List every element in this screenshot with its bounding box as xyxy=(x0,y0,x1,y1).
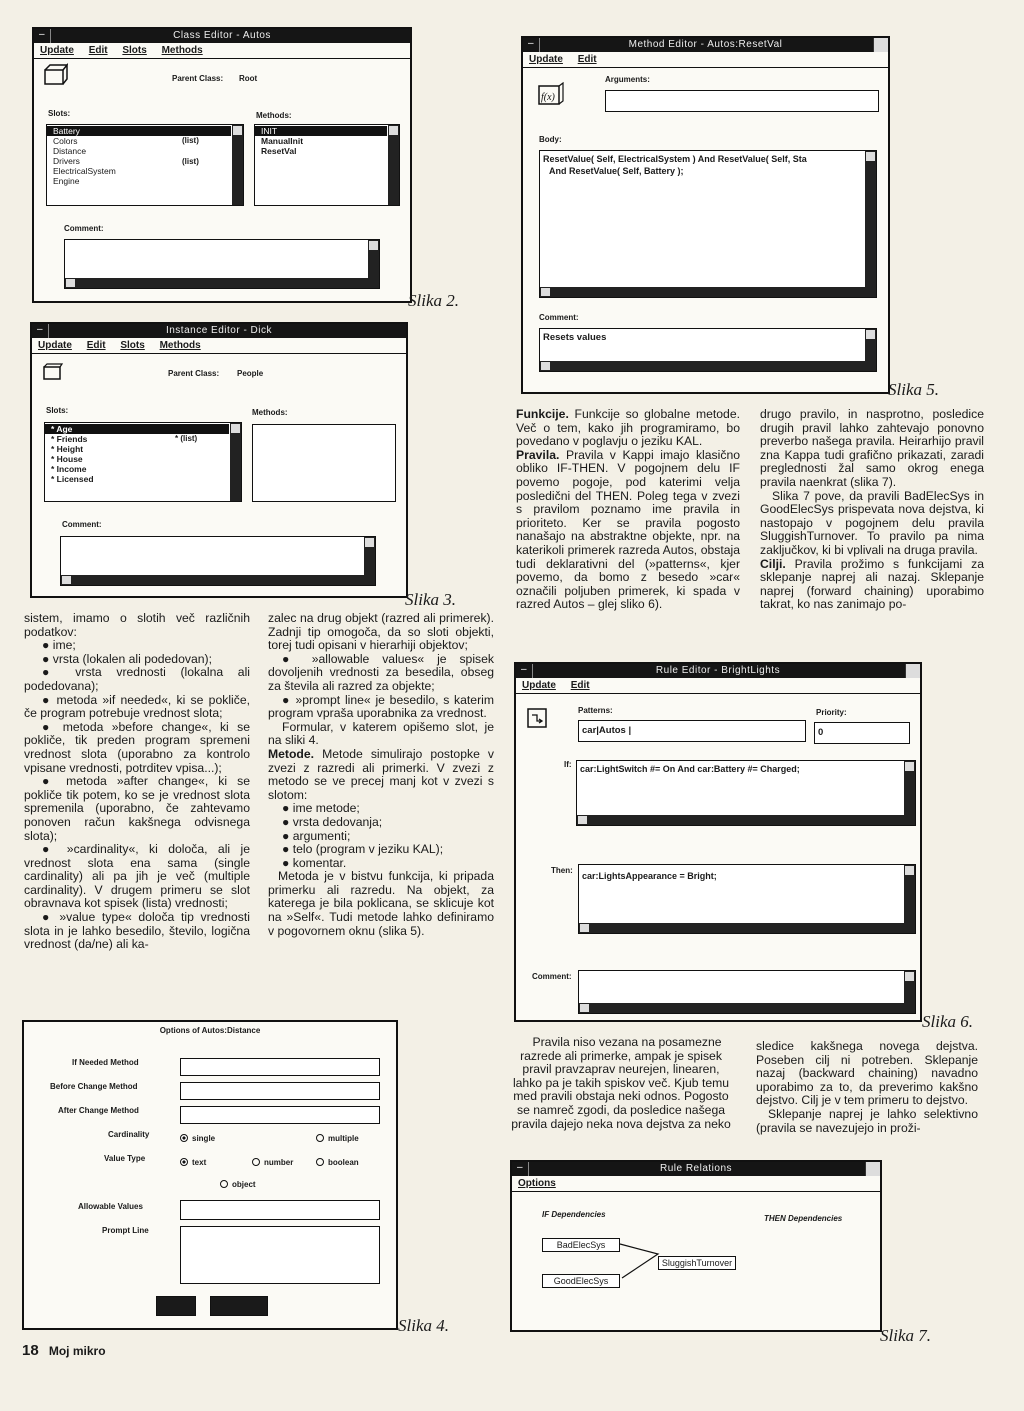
single-radio[interactable]: single xyxy=(180,1134,215,1143)
menu-update[interactable]: Update xyxy=(38,340,72,351)
paragraph: Funkcije. Funkcije so globalne metode. Več o tem, kako jih programiramo, bo povedano v poglavju o jeziku KAL. xyxy=(516,407,740,449)
menu-slots[interactable]: Slots xyxy=(120,340,145,351)
paragraph: drugo pravilo, in nasprotno, posledice drugih pravil lahko zahtevajo ponovno preverbo našega pravila. Heirarhijo pravil zna Kappa tudi grafično prikazati, zaradi preglednosti žal samo okrog enega pravila naenkrat (slika 7). xyxy=(760,407,984,489)
instance-icon xyxy=(42,362,64,382)
number-radio[interactable]: number xyxy=(252,1158,293,1167)
comment-label: Comment: xyxy=(539,313,579,322)
slot-item[interactable]: Drivers xyxy=(53,156,80,166)
bullet-item: ● argumenti; xyxy=(268,830,494,844)
then-value: car:LightsAppearance = Bright; xyxy=(582,871,717,881)
method-editor-menubar xyxy=(523,53,888,68)
bullet-item: ● komentar. xyxy=(268,857,494,871)
comment-vscroll[interactable] xyxy=(904,971,915,1013)
if-label: If: xyxy=(564,760,572,769)
then-hscroll[interactable] xyxy=(579,923,904,933)
cardinality-label: Cardinality xyxy=(108,1130,150,1139)
menu-edit[interactable]: Edit xyxy=(577,54,597,65)
comment-vscroll[interactable] xyxy=(368,240,379,288)
caption-slika-7: Slika 7. xyxy=(880,1326,931,1345)
maximize-button[interactable] xyxy=(865,1162,880,1176)
text-left-column xyxy=(24,612,250,952)
maximize-button[interactable] xyxy=(873,38,888,52)
if-value: car:LightSwitch #= On And car:Battery #= Charged; xyxy=(580,764,800,774)
comment-field[interactable] xyxy=(64,239,380,289)
slot-item[interactable]: * Friends xyxy=(51,434,88,444)
method-item[interactable]: ResetVal xyxy=(261,146,297,156)
slots-items xyxy=(45,424,229,484)
methods-list[interactable] xyxy=(254,124,400,206)
comment-hscroll[interactable] xyxy=(61,575,364,585)
comment-hscroll[interactable] xyxy=(540,361,865,371)
menu-slots[interactable]: Slots xyxy=(122,45,147,56)
bullet-item: ● vrsta vrednosti (lokalna ali podedovana); xyxy=(24,666,250,693)
menu-methods[interactable]: Methods xyxy=(159,340,201,351)
menu-options[interactable]: Options xyxy=(518,1178,556,1189)
caption-slika-4: Slika 4. xyxy=(398,1316,449,1335)
multiple-radio[interactable]: multiple xyxy=(316,1134,359,1143)
body-line-2: And ResetValue( Self, Battery ); xyxy=(549,166,684,176)
node-badelecsys[interactable]: BadElecSys xyxy=(542,1238,620,1252)
body-label: Body: xyxy=(539,135,562,144)
bullet-item: ● telo (program v jeziku KAL); xyxy=(268,843,494,857)
radio-off-icon xyxy=(316,1134,324,1142)
slot-item[interactable]: Engine xyxy=(53,176,80,186)
bullet-item: ● metoda »before change«, ki se pokliče, tik preden program spremeni vrednost slota (uporabno za kontrolo vpisane vrednosti, potrditev vpisa...); xyxy=(24,721,250,775)
priority-label: Priority: xyxy=(816,708,847,717)
bullet-item: ● ime; xyxy=(24,639,250,653)
before-change-label: Before Change Method xyxy=(50,1082,138,1091)
bullet-item: ● »value type« določa tip vrednosti slota in je lahko besedilo, število, logična vrednost (da/ne) ali ka- xyxy=(24,911,250,952)
comment-hscroll[interactable] xyxy=(65,278,368,288)
then-dependencies-label: THEN Dependencies xyxy=(764,1214,843,1223)
rule-editor-window xyxy=(514,662,922,1022)
radio-on-icon xyxy=(180,1158,188,1166)
text-lower-right xyxy=(756,1040,978,1135)
rule-editor-titlebar xyxy=(516,664,920,678)
slot-item[interactable]: Distance xyxy=(53,146,87,156)
text-lower-left xyxy=(510,1036,732,1131)
parent-class-label: Parent Class: xyxy=(168,369,220,378)
prompt-line-field[interactable] xyxy=(180,1226,380,1284)
bullet-item: ● metoda »after change«, ki se pokliče tik potem, ko se je vrednost slota spremenila (uporabno, če zahtevamo ponoven račun kakšnega odvisnega slota); xyxy=(24,775,250,843)
magazine-name: Moj mikro xyxy=(48,1344,106,1358)
caption-slika-3: Slika 3. xyxy=(405,590,456,609)
comment-field[interactable] xyxy=(578,970,916,1014)
rule-relations-titlebar xyxy=(512,1162,880,1176)
paragraph: Metode. Metode simulirajo postopke v zvezi z razredi ali primerki. V zvezi z metodo se ve precej manj kot v zvezi s slotom: xyxy=(268,746,495,802)
bullet-item: ● »allowable values« je spisek dovoljenih vrednosti za besedila, obseg za števila ali razred za objekte; xyxy=(268,653,494,694)
menu-edit[interactable]: Edit xyxy=(88,45,108,56)
slot-tag-colors: (list) xyxy=(182,136,199,145)
body-vscroll[interactable] xyxy=(865,151,876,297)
ok-button[interactable] xyxy=(156,1296,196,1316)
if-dependencies-label: IF Dependencies xyxy=(542,1210,606,1219)
slot-item[interactable]: Battery xyxy=(47,126,231,136)
slot-tag-drivers: (list) xyxy=(182,157,199,166)
comment-label: Comment: xyxy=(532,972,572,981)
bullet-item: ● vrsta dedovanja; xyxy=(268,816,494,830)
patterns-field[interactable] xyxy=(578,720,806,742)
methods-list[interactable] xyxy=(252,424,396,502)
slots-scrollbar[interactable] xyxy=(230,423,241,501)
comment-vscroll[interactable] xyxy=(364,537,375,585)
instance-editor-menubar xyxy=(32,339,406,354)
method-editor-titlebar xyxy=(523,38,888,52)
then-vscroll[interactable] xyxy=(904,865,915,933)
parent-class-value: Root xyxy=(239,74,258,83)
methods-scrollbar[interactable] xyxy=(388,125,399,205)
cancel-button[interactable] xyxy=(210,1296,268,1316)
paragraph: Metoda je v bistvu funkcija, ki pripada primerku ali razredu. Na objekt, za katerega je bila poklicana, se sklicuje kot na »Self«. Tudi metode lahko definiramo v pogovornem oknu (slika 5). xyxy=(268,869,494,938)
then-field[interactable] xyxy=(578,864,916,934)
caption-slika-5: Slika 5. xyxy=(888,380,939,399)
slot-tag-friends: * (list) xyxy=(175,434,198,443)
paragraph: Sklepanje naprej je lahko selektivno (pravila se navezujejo in proži- xyxy=(756,1106,978,1135)
prompt-line-label: Prompt Line xyxy=(102,1226,149,1235)
system-menu-icon[interactable]: – xyxy=(32,324,49,338)
bullet-item: ● metoda »if needed«, ki se pokliče, če program potrebuje vrednost slota; xyxy=(24,694,250,721)
value-type-label: Value Type xyxy=(104,1154,146,1163)
text-middle-column xyxy=(268,612,494,938)
comment-label: Comment: xyxy=(64,224,104,233)
slots-items xyxy=(47,126,231,186)
node-sluggishturnover[interactable]: SluggishTurnover xyxy=(658,1256,736,1270)
bullet-item: ● ime metode; xyxy=(268,802,494,816)
comment-label: Comment: xyxy=(62,520,102,529)
method-item[interactable]: ManualInit xyxy=(261,136,304,146)
comment-hscroll[interactable] xyxy=(579,1003,904,1013)
class-editor-title: Class Editor - Autos xyxy=(173,30,271,41)
method-editor-title: Method Editor - Autos:ResetVal xyxy=(628,39,783,50)
system-menu-icon[interactable]: – xyxy=(34,29,51,43)
comment-value: Resets values xyxy=(543,332,607,343)
if-needed-field[interactable] xyxy=(180,1058,380,1076)
system-menu-icon[interactable]: – xyxy=(523,38,540,52)
paragraph: Pravila. Pravila v Kappi imajo klasično obliko IF-THEN. V pogojnem delu IF povemo pogoje, pod katerimi velja posledični del THEN. Poleg tega v zvezi s pravilom poznamo ime pravila in prioriteto. Ker se pravila pogosto nanašajo na abstraktne objekte, npr. na katerikoli primerek razreda Autos, obstaja tudi deklarativni del (»patterns«, kjer povemo, da bomo z besedo »car« označili poljuben primerek, ki spada v razred Autos – glej sliko 6). xyxy=(516,447,740,612)
rule-relations-title: Rule Relations xyxy=(659,1163,733,1174)
rule-editor-title: Rule Editor - BrightLights xyxy=(655,665,781,676)
parent-class-value: People xyxy=(237,369,264,378)
method-editor-window xyxy=(521,36,890,394)
patterns-value: car|Autos | xyxy=(582,725,632,736)
bullet-item: ● vrsta (lokalen ali podedovan); xyxy=(24,653,250,667)
slot-item[interactable]: * Income xyxy=(51,464,87,474)
menu-methods[interactable]: Methods xyxy=(161,45,203,56)
slot-item[interactable]: Colors xyxy=(53,136,78,146)
menu-update[interactable]: Update xyxy=(40,45,74,56)
options-dialog-window xyxy=(22,1020,398,1330)
comment-vscroll[interactable] xyxy=(865,329,876,371)
patterns-label: Patterns: xyxy=(578,706,613,715)
paragraph: Slika 7 pove, da pravili BadElecSys in GoodElecSys prispevata nova dejstva, ki nastopajo v pogojnem delu pravila SluggishTurnover. To pravilo pa nima zaključkov, ki bi vplivali na druga pravila. xyxy=(760,488,984,557)
instance-editor-titlebar xyxy=(32,324,406,338)
slots-scrollbar[interactable] xyxy=(232,125,243,205)
class-icon xyxy=(42,62,68,88)
rule-relations-window xyxy=(510,1160,882,1332)
function-icon xyxy=(537,82,565,108)
parent-class-label: Parent Class: xyxy=(172,74,224,83)
class-editor-window xyxy=(32,27,412,303)
if-needed-label: If Needed Method xyxy=(72,1058,139,1067)
class-editor-titlebar xyxy=(34,29,410,43)
paragraph: sledice kakšnega novega dejstva. Poseben cilj ni potreben. Sklepanje nazaj (backward chaining) navadno uporabimo za to, da preverimo kakšno dejstvo. Cilj je v tem primeru to dejstvo. xyxy=(756,1039,978,1108)
priority-value: 0 xyxy=(818,727,824,738)
options-dialog-title: Options of Autos:Distance xyxy=(159,1026,261,1035)
slot-item[interactable]: * Height xyxy=(51,444,84,454)
comment-field[interactable] xyxy=(60,536,376,586)
caption-slika-6: Slika 6. xyxy=(922,1012,973,1031)
body-hscroll[interactable] xyxy=(540,287,865,297)
class-editor-menubar xyxy=(34,44,410,59)
allowable-values-label: Allowable Values xyxy=(78,1202,143,1211)
slot-item[interactable]: ElectricalSystem xyxy=(53,166,116,176)
slots-label: Slots: xyxy=(46,406,69,415)
node-goodelecsys[interactable]: GoodElecSys xyxy=(542,1274,620,1288)
slot-item[interactable]: * Licensed xyxy=(51,474,94,484)
slots-list[interactable] xyxy=(46,124,244,206)
before-change-field[interactable] xyxy=(180,1082,380,1100)
if-hscroll[interactable] xyxy=(577,815,904,825)
radio-off-icon xyxy=(252,1158,260,1166)
bullet-item: ● »cardinality«, ki določa, ali je vrednost slota ena sama (single cardinality) ali pa jih je več (multiple cardinality). V drugem primeru se slot obravnava kot spisek (lista) vrednosti; xyxy=(24,843,250,911)
if-field[interactable] xyxy=(576,760,916,826)
arguments-label: Arguments: xyxy=(605,75,650,84)
page-footer xyxy=(22,1342,106,1359)
instance-editor-window xyxy=(30,322,408,598)
comment-field[interactable] xyxy=(539,328,877,372)
system-menu-icon[interactable]: – xyxy=(512,1162,529,1176)
page-number: 18 xyxy=(22,1342,39,1359)
paragraph: zalec na drug objekt (razred ali primerek). Zadnji tip omogoča, da so sloti objekti, torej tudi opisani v hierarhiji objektov; xyxy=(268,611,494,653)
object-radio[interactable]: object xyxy=(220,1180,256,1189)
priority-field[interactable] xyxy=(814,722,910,744)
system-menu-icon[interactable]: – xyxy=(516,664,533,678)
rule-relations-menubar xyxy=(512,1177,880,1192)
paragraph: Pravila niso vezana na posamezne razrede ali primerke, ampak je spisek pravil pravzaprav neurejen, linearen, lahko pa je takih spiskov več. Kjub temu med pravili obstaja neki odnos. Pogosto se namreč zgodi, da posledice našega pravila dajejo neka nova dejstva za neko xyxy=(511,1035,731,1131)
if-vscroll[interactable] xyxy=(904,761,915,825)
method-item[interactable]: INIT xyxy=(255,126,387,136)
then-label: Then: xyxy=(551,866,573,875)
radio-off-icon xyxy=(316,1158,324,1166)
paragraph: sistem, imamo o slotih več različnih podatkov: xyxy=(24,611,250,639)
menu-update[interactable]: Update xyxy=(522,680,556,691)
rule-icon xyxy=(526,706,552,730)
radio-on-icon xyxy=(180,1134,188,1142)
methods-items xyxy=(255,126,387,156)
allowable-values-field[interactable] xyxy=(180,1200,380,1220)
arguments-field[interactable] xyxy=(605,90,879,112)
menu-edit[interactable]: Edit xyxy=(570,680,590,691)
paragraph: Formular, v katerem opišemo slot, je na sliki 4. xyxy=(268,719,494,748)
caption-slika-2: Slika 2. xyxy=(408,291,459,310)
text-right-upper-left xyxy=(516,408,740,612)
after-change-label: After Change Method xyxy=(58,1106,139,1115)
rule-graph xyxy=(512,1222,880,1322)
menu-update[interactable]: Update xyxy=(529,54,563,65)
instance-editor-title: Instance Editor - Dick xyxy=(165,325,273,336)
rule-editor-menubar xyxy=(516,679,920,694)
radio-off-icon xyxy=(220,1180,228,1188)
slot-item[interactable]: * House xyxy=(51,454,83,464)
slots-label: Slots: xyxy=(48,109,71,118)
boolean-radio[interactable]: boolean xyxy=(316,1158,359,1167)
methods-label: Methods: xyxy=(256,111,292,120)
body-field[interactable] xyxy=(539,150,877,298)
slots-list[interactable] xyxy=(44,422,242,502)
methods-label: Methods: xyxy=(252,408,288,417)
slot-item[interactable]: * Age xyxy=(45,424,229,434)
text-right-upper-right xyxy=(760,408,984,612)
text-radio[interactable]: text xyxy=(180,1158,206,1167)
body-line-1: ResetValue( Self, ElectricalSystem ) And ResetValue( Self, Sta xyxy=(543,154,807,164)
maximize-button[interactable] xyxy=(905,664,920,678)
bullet-item: ● »prompt line« je besedilo, s katerim program vpraša uporabnika za vrednost. xyxy=(268,694,494,721)
paragraph: Cilji. Pravila prožimo s funkcijami za sklepanje naprej ali nazaj. Sklepanje naprej (forward chaining) uporabimo takrat, ko nas zanimajo po- xyxy=(760,556,984,612)
after-change-field[interactable] xyxy=(180,1106,380,1124)
svg-text:f(x): f(x) xyxy=(541,92,555,103)
menu-edit[interactable]: Edit xyxy=(86,340,106,351)
